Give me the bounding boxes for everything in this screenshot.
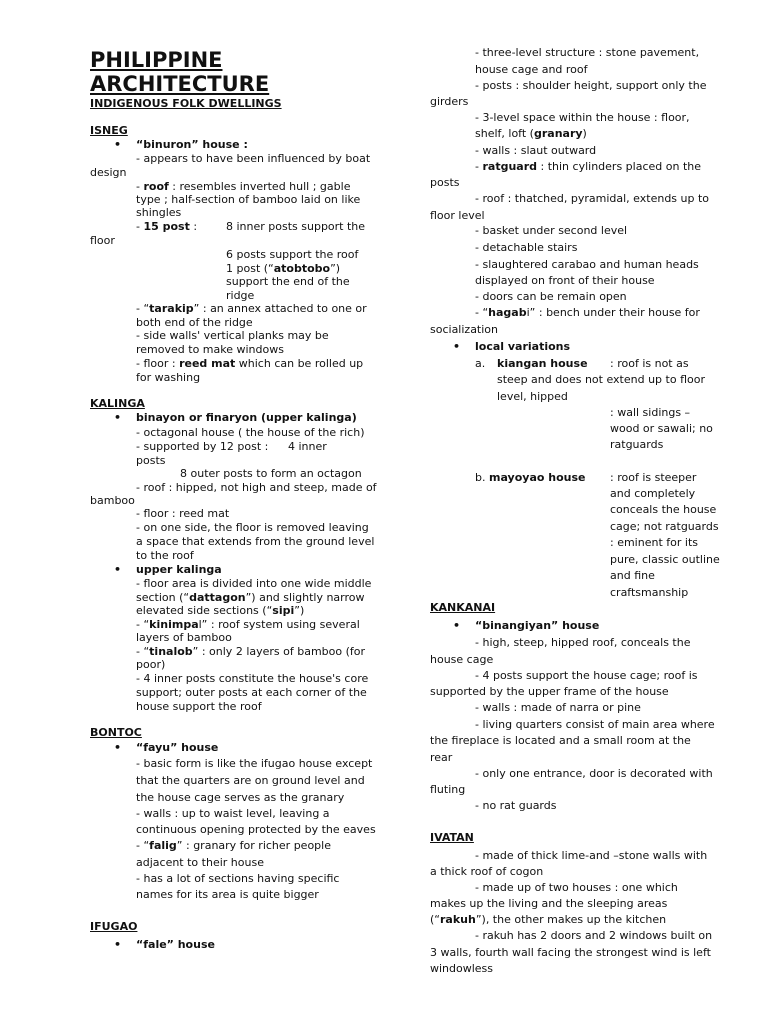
bold-term: tarakip xyxy=(149,302,194,315)
kankanai-line: - only one entrance, door is decorated with xyxy=(475,767,713,780)
kalinga-line: - on one side, the floor is removed leaving xyxy=(136,521,369,534)
text: - xyxy=(136,220,144,233)
kalinga-line: - 4 inner posts constitute the house's core xyxy=(136,672,369,685)
isneg-line: shingles xyxy=(136,206,182,219)
ifugao-line: house cage and roof xyxy=(475,63,588,76)
ifugao-line: - walls : slaut outward xyxy=(475,144,597,157)
isneg-line xyxy=(226,262,340,276)
ivatan-line xyxy=(430,913,666,927)
isneg-line: 8 inner posts support the xyxy=(226,220,366,233)
text: - xyxy=(136,180,144,193)
ifugao-line xyxy=(475,127,587,141)
text: - “ xyxy=(475,306,489,319)
kalinga-line: - floor area is divided into one wide middle xyxy=(136,577,372,590)
kankanai-line: - high, steep, hipped roof, conceals the xyxy=(475,636,691,649)
text: ”) xyxy=(330,262,341,275)
kiangan-line: steep and does not extend up to floor xyxy=(497,373,705,386)
kiangan-line: : roof is not as xyxy=(610,357,689,370)
kalinga-line xyxy=(136,604,304,618)
text: i” : bench under their house for xyxy=(526,306,700,319)
isneg-line: floor xyxy=(90,234,115,247)
bontoc-line: - walls : up to waist level, leaving a xyxy=(136,807,330,820)
ifugao-line: - roof : thatched, pyramidal, extends up to xyxy=(475,192,710,205)
text: - “ xyxy=(136,618,150,631)
section-heading-isneg: ISNEG xyxy=(90,124,128,137)
bold-term: granary xyxy=(533,127,583,140)
text: - “ xyxy=(136,645,150,658)
ifugao-variations-bullet xyxy=(475,340,570,354)
mayoyao-line: cage; not ratguards xyxy=(610,520,719,533)
kalinga-line: a space that extends from the ground level xyxy=(136,535,375,548)
text: l” : roof system using several xyxy=(198,618,360,631)
kalinga-line: to the roof xyxy=(136,549,194,562)
bontoc-bullet-text: “fayu” house xyxy=(136,741,219,754)
bold-term: hagab xyxy=(488,306,527,319)
kalinga-line xyxy=(136,645,365,659)
text: (“ xyxy=(430,913,440,926)
mayoyao-line: and fine xyxy=(610,569,655,582)
isneg-line: design xyxy=(90,166,127,179)
kiangan-line: level, hipped xyxy=(497,390,568,403)
kalinga-bullet xyxy=(136,563,222,577)
kankanai-line: house cage xyxy=(430,653,494,666)
ifugao-line: - doors can be remain open xyxy=(475,290,627,303)
mayoyao-name xyxy=(489,471,585,485)
isneg-line: both end of the ridge xyxy=(136,316,253,329)
bontoc-line: - has a lot of sections having specific xyxy=(136,872,340,885)
section-heading-kankanai: KANKANAI xyxy=(430,601,496,614)
bold-term: sipi xyxy=(272,604,295,617)
section-heading-bontoc: BONTOC xyxy=(90,726,142,739)
bontoc-line: names for its area is quite bigger xyxy=(136,888,319,901)
ifugao-line: socialization xyxy=(430,323,499,336)
text: which can be rolled up xyxy=(235,357,364,370)
kiangan-line: ratguards xyxy=(610,438,664,451)
isneg-line xyxy=(136,180,350,194)
kankanai-bullet xyxy=(475,619,599,633)
ifugao-line: - detachable stairs xyxy=(475,241,578,254)
kankanai-line: - no rat guards xyxy=(475,799,557,812)
text: ” : only 2 layers of bamboo (for xyxy=(192,645,366,658)
isneg-line xyxy=(136,220,197,234)
text: elevated side sections (“ xyxy=(136,604,273,617)
bold-term: atobtobo xyxy=(273,262,331,275)
bold-term: 15 post xyxy=(143,220,190,233)
text: ”) and slightly narrow xyxy=(245,591,365,604)
text: - xyxy=(475,160,483,173)
kiangan-line: wood or sawali; no xyxy=(610,422,713,435)
bold-term: tinalob xyxy=(149,645,193,658)
isneg-line: - appears to have been influenced by boat xyxy=(136,152,371,165)
ifugao-bullet-text: “fale” house xyxy=(136,938,215,951)
kiangan-line: : wall sidings – xyxy=(610,406,691,419)
section-heading-ivatan: IVATAN xyxy=(430,831,474,844)
kankanai-line: supported by the upper frame of the house xyxy=(430,685,669,698)
kankanai-line: rear xyxy=(430,751,453,764)
bontoc-line: - basic form is like the ifugao house except xyxy=(136,757,373,770)
text: - “ xyxy=(136,839,150,852)
kalinga-line: posts xyxy=(136,454,166,467)
section-heading-kalinga: KALINGA xyxy=(90,397,145,410)
bold-term: rakuh xyxy=(440,913,476,926)
ivatan-line: a thick roof of cogon xyxy=(430,865,544,878)
text: : thin cylinders placed on the xyxy=(537,160,701,173)
kankanai-line: fluting xyxy=(430,783,466,796)
text: - “ xyxy=(136,302,150,315)
text: ”) xyxy=(294,604,305,617)
text: - floor : xyxy=(136,357,180,370)
bontoc-line: the house cage serves as the granary xyxy=(136,791,345,804)
mayoyao-line: : eminent for its xyxy=(610,536,698,549)
kalinga-line: layers of bamboo xyxy=(136,631,232,644)
isneg-bullet-text: “binuron” house : xyxy=(136,138,248,151)
kankanai-line: - living quarters consist of main area where xyxy=(475,718,715,731)
ifugao-line xyxy=(475,306,700,320)
ifugao-line: - three-level structure : stone pavement, xyxy=(475,46,700,59)
kalinga-line xyxy=(136,591,365,605)
kalinga-bullet-text: upper kalinga xyxy=(136,563,222,576)
text: ”), the other makes up the kitchen xyxy=(475,913,667,926)
mayoyao-label: b. xyxy=(475,471,486,484)
mayoyao-line: pure, classic outline xyxy=(610,553,720,566)
kalinga-line: - supported by 12 post : xyxy=(136,440,269,453)
kalinga-line: 8 outer posts to form an octagon xyxy=(180,467,362,480)
isneg-line: ridge xyxy=(226,289,255,302)
text: ” : an annex attached to one or xyxy=(193,302,367,315)
text: 1 post (“ xyxy=(226,262,274,275)
mayoyao-line: conceals the house xyxy=(610,503,717,516)
page-title-line1: PHILIPPINE xyxy=(90,48,223,72)
bold-term: kinimpa xyxy=(149,618,199,631)
bontoc-bullet xyxy=(136,741,218,755)
ifugao-line xyxy=(475,160,701,174)
isneg-line xyxy=(136,302,367,316)
ivatan-line: - rakuh has 2 doors and 2 windows built on xyxy=(475,929,713,942)
bontoc-line: that the quarters are on ground level and xyxy=(136,774,365,787)
kalinga-line: bamboo xyxy=(90,494,135,507)
ivatan-line: - made of thick lime-and –stone walls with xyxy=(475,849,708,862)
bold-term: roof xyxy=(143,180,169,193)
kalinga-bullet xyxy=(136,411,357,425)
ivatan-line: - made up of two houses : one which xyxy=(475,881,678,894)
bold-term: ratguard xyxy=(482,160,538,173)
ivatan-line: 3 walls, fourth wall facing the strongest wind is left xyxy=(430,946,711,959)
kalinga-line: - floor : reed mat xyxy=(136,507,230,520)
text: : resembles inverted hull ; gable xyxy=(168,180,351,193)
kalinga-line: poor) xyxy=(136,658,166,671)
ivatan-line: windowless xyxy=(430,962,494,975)
kalinga-line: 4 inner xyxy=(288,440,327,453)
text: ” : granary for richer people xyxy=(176,839,331,852)
page-title-line2: ARCHITECTURE xyxy=(90,72,270,96)
text: : xyxy=(189,220,198,233)
ifugao-line: - basket under second level xyxy=(475,224,628,237)
isneg-line: 6 posts support the roof xyxy=(226,248,359,261)
isneg-line xyxy=(136,357,363,371)
ivatan-line: makes up the living and the sleeping areas xyxy=(430,897,668,910)
text: section (“ xyxy=(136,591,190,604)
kalinga-bullet-text: binayon or finaryon (upper kalinga) xyxy=(136,411,357,424)
ifugao-line: girders xyxy=(430,95,469,108)
kalinga-line: support; outer posts at each corner of the xyxy=(136,686,367,699)
bontoc-line: adjacent to their house xyxy=(136,856,264,869)
isneg-bullet xyxy=(136,138,248,152)
ifugao-bullet xyxy=(136,938,215,952)
ifugao-variations-text: local variations xyxy=(475,340,571,353)
isneg-line: - side walls' vertical planks may be xyxy=(136,329,329,342)
kiangan-label: a. xyxy=(475,357,486,370)
mayoyao-line: craftsmanship xyxy=(610,586,689,599)
bontoc-line xyxy=(136,839,331,853)
page-subtitle: INDIGENOUS FOLK DWELLINGS xyxy=(90,97,282,110)
ifugao-line: - posts : shoulder height, support only the xyxy=(475,79,707,92)
bontoc-line: continuous opening protected by the eaves xyxy=(136,823,376,836)
kalinga-line: - roof : hipped, not high and steep, made of xyxy=(136,481,377,494)
ifugao-line: posts xyxy=(430,176,460,189)
isneg-line: support the end of the xyxy=(226,275,350,288)
isneg-line: removed to make windows xyxy=(136,343,284,356)
kalinga-line: house support the roof xyxy=(136,700,262,713)
text: shelf, loft ( xyxy=(475,127,534,140)
section-heading-ifugao: IFUGAO xyxy=(90,920,138,933)
bold-term: kiangan house xyxy=(497,357,588,370)
kalinga-line: - octagonal house ( the house of the rich) xyxy=(136,426,365,439)
mayoyao-line: : roof is steeper xyxy=(610,471,697,484)
isneg-line: type ; half-section of bamboo laid on like xyxy=(136,193,361,206)
ifugao-line: displayed on front of their house xyxy=(475,274,655,287)
bold-term: falig xyxy=(149,839,177,852)
mayoyao-line: and completely xyxy=(610,487,696,500)
kankanai-line: - walls : made of narra or pine xyxy=(475,701,641,714)
kankanai-bullet-text: “binangiyan” house xyxy=(475,619,600,632)
bold-term: mayoyao house xyxy=(489,471,586,484)
text: ) xyxy=(582,127,587,140)
ifugao-line: - slaughtered carabao and human heads xyxy=(475,258,699,271)
kiangan-name xyxy=(497,357,588,371)
ifugao-line: - 3-level space within the house : floor, xyxy=(475,111,690,124)
bold-term: dattagon xyxy=(189,591,246,604)
bold-term: reed mat xyxy=(179,357,236,370)
kalinga-line xyxy=(136,618,360,632)
kankanai-line: - 4 posts support the house cage; roof is xyxy=(475,669,698,682)
ifugao-line: floor level xyxy=(430,209,485,222)
kankanai-line: the fireplace is located and a small room at the xyxy=(430,734,691,747)
isneg-line: for washing xyxy=(136,371,201,384)
